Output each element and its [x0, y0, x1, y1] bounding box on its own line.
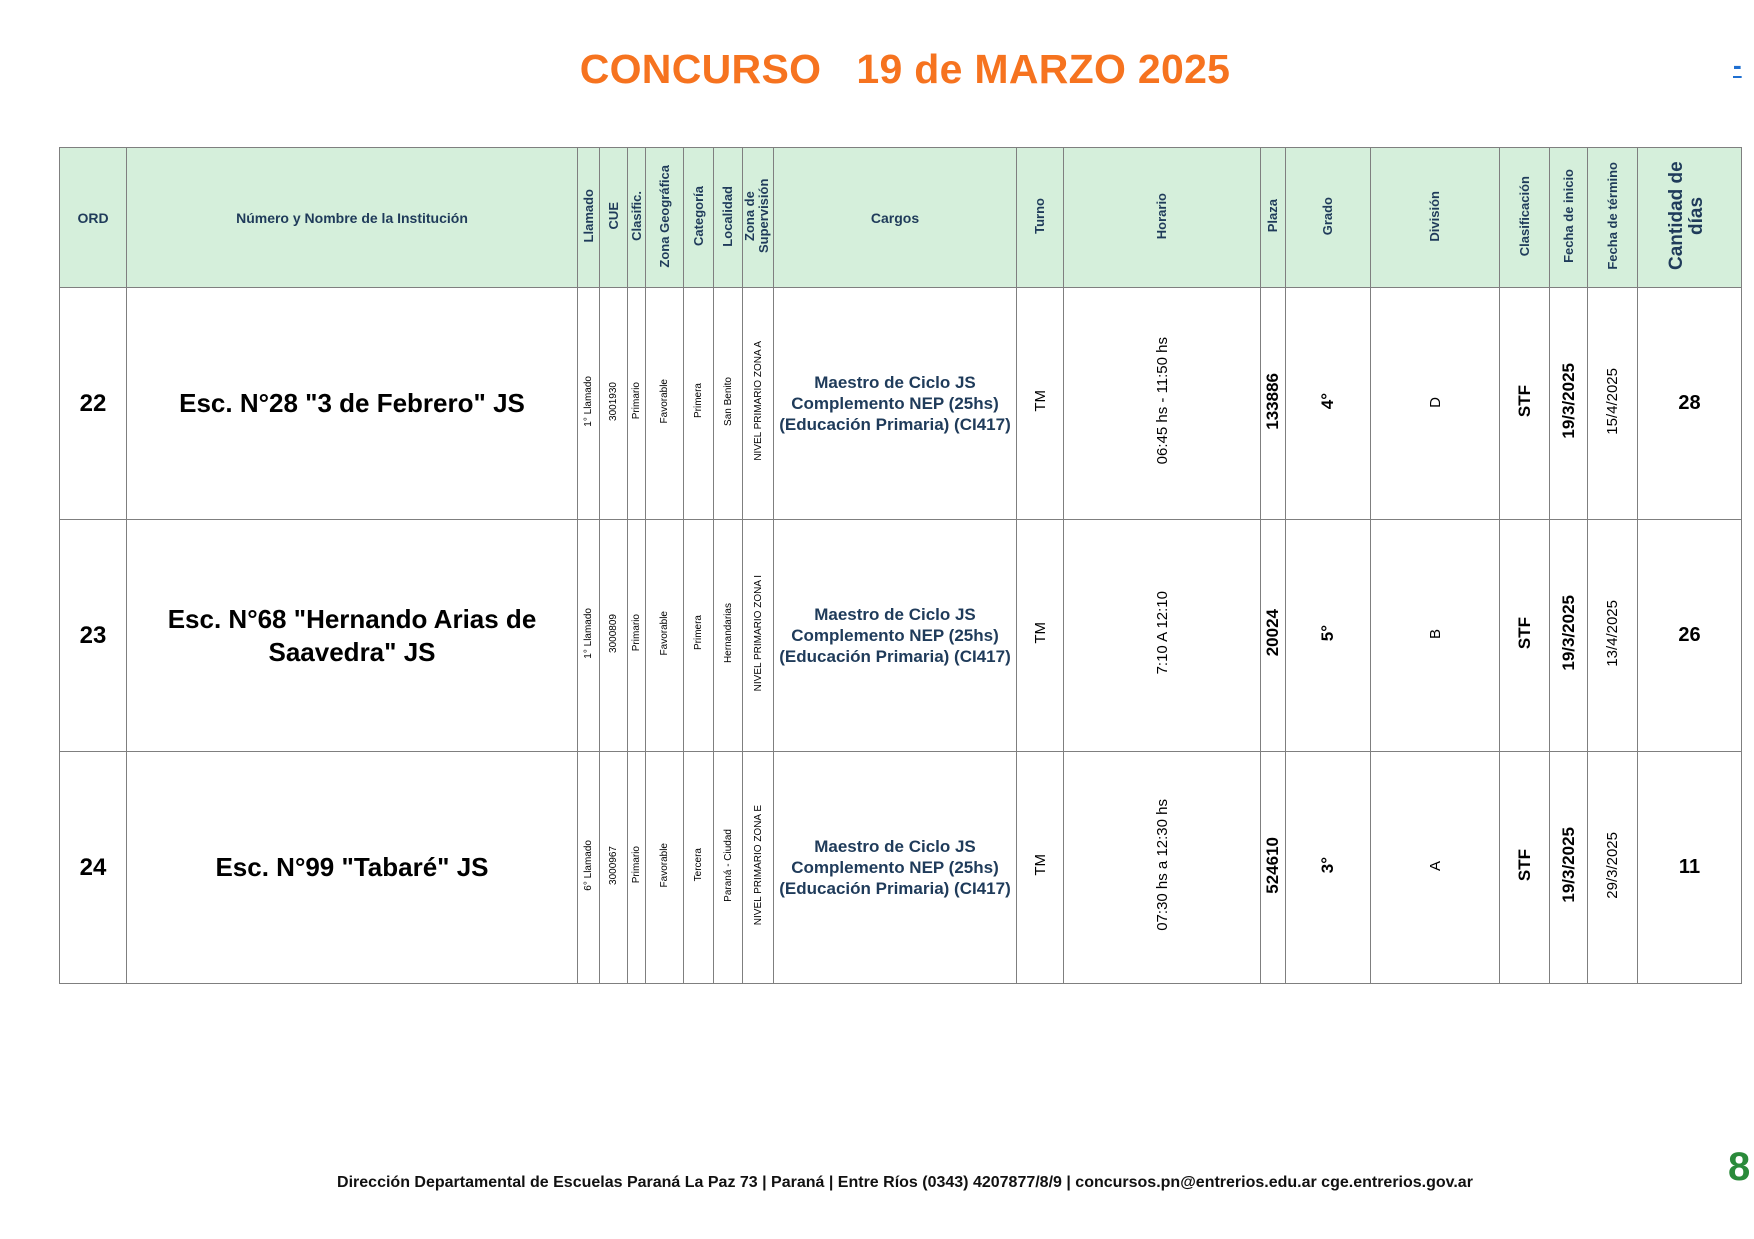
row-turno: TM: [1017, 752, 1064, 984]
row-zona-supervision: NIVEL PRIMARIO ZONA A: [743, 288, 774, 520]
row-institution: Esc. N°68 "Hernando Arias de Saavedra" JS: [127, 520, 578, 752]
page-number: 8: [1728, 1145, 1751, 1189]
row-plaza: 20024: [1261, 520, 1286, 752]
header-institution: Número y Nombre de la Institución: [127, 148, 578, 288]
page-title: CONCURSO 19 de MARZO 2025: [579, 46, 1231, 92]
row-clasific: Primario: [628, 752, 646, 984]
row-localidad: San Benito: [714, 288, 743, 520]
table-row: [60, 752, 1742, 984]
row-fecha-inicio: 19/3/2025: [1550, 752, 1588, 984]
row-fecha-termino: 13/4/2025: [1588, 520, 1638, 752]
row-plaza: 524610: [1261, 752, 1286, 984]
row-zona-geografica: Favorable: [646, 520, 684, 752]
row-turno: TM: [1017, 520, 1064, 752]
footer-contact: Dirección Departamental de Escuelas Paraná La Paz 73 | Paraná | Entre Ríos (0343) 4207877/8/9 | concursos.pn@entrerios.edu.ar cge.entrerios.gov.ar: [337, 1174, 1473, 1191]
header-fecha-inicio: Fecha de inicio: [1550, 148, 1588, 288]
row-categoria: Primera: [684, 288, 714, 520]
header-llamado: Llamado: [578, 148, 600, 288]
header-clasificacion: Clasificación: [1500, 148, 1550, 288]
header-categoria: Categoría: [684, 148, 714, 288]
row-ord: 22: [60, 288, 127, 520]
row-zona-geografica: Favorable: [646, 752, 684, 984]
row-ord: 23: [60, 520, 127, 752]
row-localidad: Paraná - Ciudad: [714, 752, 743, 984]
row-zona-supervision: NIVEL PRIMARIO ZONA E: [743, 752, 774, 984]
header-cargos: Cargos: [774, 148, 1017, 288]
row-plaza: 133886: [1261, 288, 1286, 520]
table-row: [60, 288, 1742, 520]
row-turno: TM: [1017, 288, 1064, 520]
row-ord: 24: [60, 752, 127, 984]
header-grado: Grado: [1286, 148, 1371, 288]
header-plaza: Plaza: [1261, 148, 1286, 288]
row-division: B: [1371, 520, 1500, 752]
table-row: [60, 520, 1742, 752]
row-localidad: Hernandarias: [714, 520, 743, 752]
concurso-table: [59, 147, 1742, 984]
row-institution: Esc. N°28 "3 de Febrero" JS: [127, 288, 578, 520]
header-cue: CUE: [600, 148, 628, 288]
header-localidad: Localidad: [714, 148, 743, 288]
row-llamado: 1° Llamado: [578, 288, 600, 520]
row-cue: 3000967: [600, 752, 628, 984]
header-division: División: [1371, 148, 1500, 288]
row-clasific: Primario: [628, 288, 646, 520]
table-header-row: [60, 148, 1742, 288]
header-fecha-termino: Fecha de término: [1588, 148, 1638, 288]
header-zona-supervision: Zona de Supervisión: [743, 148, 774, 288]
header-zona-geografica: Zona Geográfica: [646, 148, 684, 288]
row-horario: 06:45 hs - 11:50 hs: [1064, 288, 1261, 520]
row-zona-supervision: NIVEL PRIMARIO ZONA I: [743, 520, 774, 752]
row-grado: 3°: [1286, 752, 1371, 984]
row-dias: 28: [1638, 288, 1742, 520]
row-cargo: Maestro de Ciclo JS Complemento NEP (25hs) (Educación Primaria) (CI417): [774, 288, 1017, 520]
row-clasificacion: STF: [1500, 752, 1550, 984]
row-llamado: 1° Llamado: [578, 520, 600, 752]
row-institution: Esc. N°99 "Tabaré" JS: [127, 752, 578, 984]
row-clasificacion: STF: [1500, 288, 1550, 520]
row-cue: 3000809: [600, 520, 628, 752]
header-horario: Horario: [1064, 148, 1261, 288]
row-horario: 07:30 hs a 12:30 hs: [1064, 752, 1261, 984]
row-llamado: 6° Llamado: [578, 752, 600, 984]
row-fecha-termino: 29/3/2025: [1588, 752, 1638, 984]
row-fecha-termino: 15/4/2025: [1588, 288, 1638, 520]
row-division: A: [1371, 752, 1500, 984]
header-cantidad-dias: Cantidad de días: [1638, 148, 1742, 288]
header-clasific: Clasific.: [628, 148, 646, 288]
row-cargo: Maestro de Ciclo JS Complemento NEP (25hs) (Educación Primaria) (CI417): [774, 520, 1017, 752]
row-zona-geografica: Favorable: [646, 288, 684, 520]
row-cue: 3001930: [600, 288, 628, 520]
row-cargo: Maestro de Ciclo JS Complemento NEP (25hs) (Educación Primaria) (CI417): [774, 752, 1017, 984]
row-dias: 26: [1638, 520, 1742, 752]
row-clasificacion: STF: [1500, 520, 1550, 752]
corner-link-mark[interactable]: -: [1733, 50, 1742, 80]
header-turno: Turno: [1017, 148, 1064, 288]
row-grado: 4°: [1286, 288, 1371, 520]
row-fecha-inicio: 19/3/2025: [1550, 288, 1588, 520]
row-categoria: Primera: [684, 520, 714, 752]
row-dias: 11: [1638, 752, 1742, 984]
row-clasific: Primario: [628, 520, 646, 752]
row-fecha-inicio: 19/3/2025: [1550, 520, 1588, 752]
row-horario: 7:10 A 12:10: [1064, 520, 1261, 752]
row-categoria: Tercera: [684, 752, 714, 984]
row-division: D: [1371, 288, 1500, 520]
row-grado: 5°: [1286, 520, 1371, 752]
header-ord: ORD: [60, 148, 127, 288]
